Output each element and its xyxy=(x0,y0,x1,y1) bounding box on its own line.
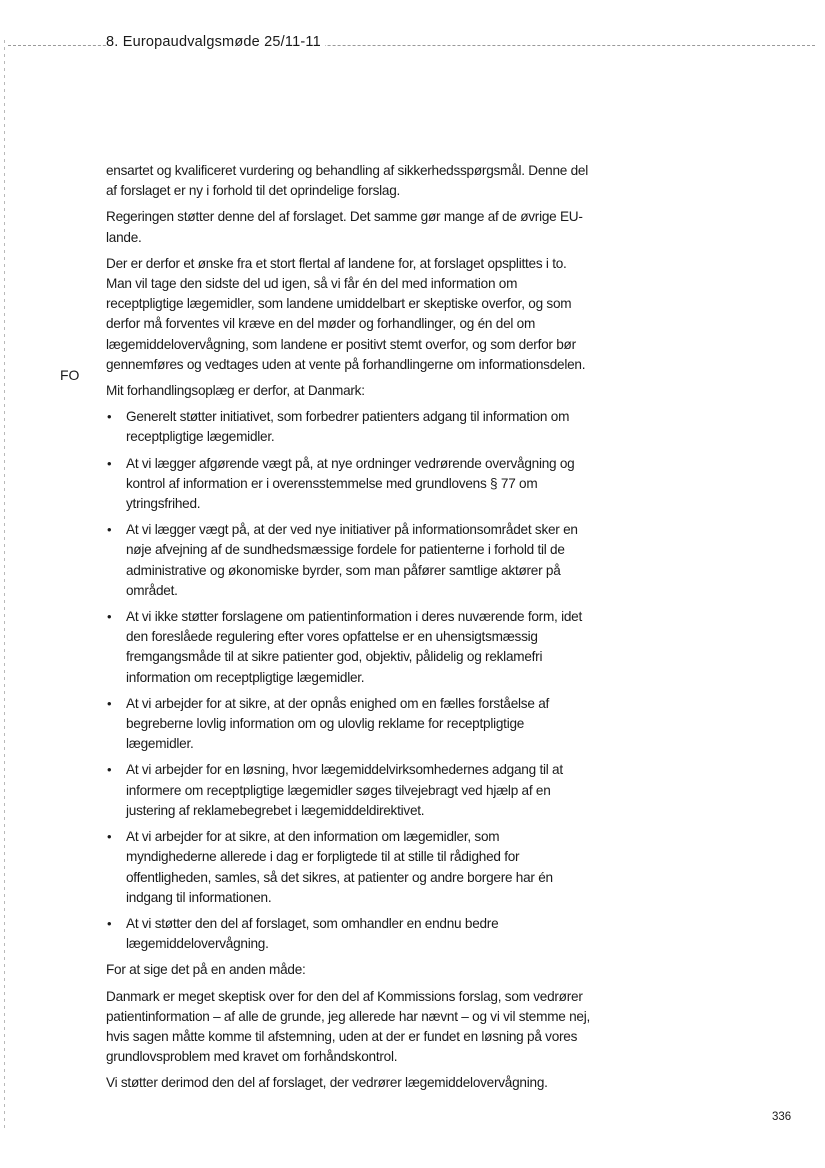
scan-edge-mark xyxy=(4,40,5,1130)
list-item-text: At vi lægger vægt på, at der ved nye initiativer på informationsområdet sker en nøje afvejning af de sundhedsmæssige fordele for patienterne i forhold til de administrative og økonomiske byrder, som man påfører samtlige aktører på området. xyxy=(126,522,578,598)
bullet-icon: • xyxy=(107,915,112,931)
list-item xyxy=(106,607,592,688)
bullet-icon: • xyxy=(107,829,112,845)
list-item xyxy=(106,520,592,601)
bullet-icon: • xyxy=(107,695,112,711)
paragraph-3: Der er derfor et ønske fra et stort flertal af landene for, at forslaget opsplittes i to. Man vil tage den sidste del ud igen, så vi får én del med information om receptpligtige lægemidler, som landene umiddelbart er skeptiske overfor, og som derfor må forventes vil kræve en del møder og forhandlinger, og én del om lægemiddelovervågning, som landene er positivt stemt overfor, og som derfor bør gennemføres og vedtages uden at vente på forhandlingerne om informationsdelen. xyxy=(106,255,586,372)
position-list xyxy=(106,407,592,954)
bullet-icon: • xyxy=(107,455,112,471)
list-item xyxy=(106,454,592,515)
paragraph-summary-intro: For at sige det på en anden måde: xyxy=(106,962,306,978)
list-item-text: At vi støtter den del af forslaget, som omhandler en endnu bedre lægemiddelovervågning. xyxy=(126,915,499,952)
list-item xyxy=(106,914,592,954)
list-item-text: At vi arbejder for en løsning, hvor lægemiddelvirksomhedernes adgang til at informere om receptpligtige lægemidler søges tilvejebragt ved hjælp af en justering af reklamebegrebet i lægemiddeldirektivet. xyxy=(126,762,563,818)
list-item-text: Generelt støtter initiativet, som forbedrer patienters adgang til information om receptpligtige lægemidler. xyxy=(126,409,570,445)
margin-note: FO xyxy=(60,367,80,383)
list-item xyxy=(106,760,592,821)
paragraph-conclusion: Vi støtter derimod den del af forslaget, der vedrører lægemiddelovervågning. xyxy=(106,1075,548,1091)
list-item-text: At vi ikke støtter forslagene om patientinformation i deres nuværende form, idet den foreslåede regulering efter vores opfattelse er en uhensigtsmæssig fremgangsmåde til at sikre patienter god, objektiv, pålidelig og reklamefri information om receptpligtige lægemidler. xyxy=(126,609,583,685)
list-item xyxy=(106,694,592,755)
page-header-title: 8. Europaudvalgsmøde 25/11-11 xyxy=(106,34,325,50)
list-item xyxy=(106,827,592,908)
list-item-text: At vi lægger afgørende vægt på, at nye ordninger vedrørende overvågning og kontrol af information er i overensstemmelse med grundlovens § 77 om ytringsfrihed. xyxy=(126,455,575,512)
bullet-icon: • xyxy=(107,409,112,425)
list-item xyxy=(106,407,592,447)
negotiation-intro: Mit forhandlingsoplæg er derfor, at Danmark: xyxy=(106,383,365,399)
document-body xyxy=(106,161,592,1100)
paragraph-1: ensartet og kvalificeret vurdering og behandling af sikkerhedsspørgsmål. Denne del af forslaget er ny i forhold til det oprindelige forslag. xyxy=(106,163,588,199)
list-item-text: At vi arbejder for at sikre, at der opnås enighed om en fælles forståelse af begreberne lovlig information om og ulovlig reklame for receptpligtige lægemidler. xyxy=(126,695,550,752)
list-item-text: At vi arbejder for at sikre, at den information om lægemidler, som myndighederne allerede i dag er forpligtede til at stille til rådighed for offentligheden, samles, så det sikres, at patienter og andre borgere har én indgang til informationen. xyxy=(126,829,553,905)
bullet-icon: • xyxy=(107,762,112,778)
page-number: 336 xyxy=(772,1111,792,1123)
paragraph-2: Regeringen støtter denne del af forslaget. Det samme gør mange af de øvrige EU-lande. xyxy=(106,209,583,245)
paragraph-summary: Danmark er meget skeptisk over for den del af Kommissions forslag, som vedrører patientinformation – af alle de grunde, jeg allerede har nævnt – og vi vil stemme nej, hvis sagen måtte komme til afstemning, uden at der er fundet en løsning på vores grundlovsproblem med kravet om forhåndskontrol. xyxy=(106,988,591,1065)
bullet-icon: • xyxy=(107,522,112,538)
bullet-icon: • xyxy=(107,609,112,625)
